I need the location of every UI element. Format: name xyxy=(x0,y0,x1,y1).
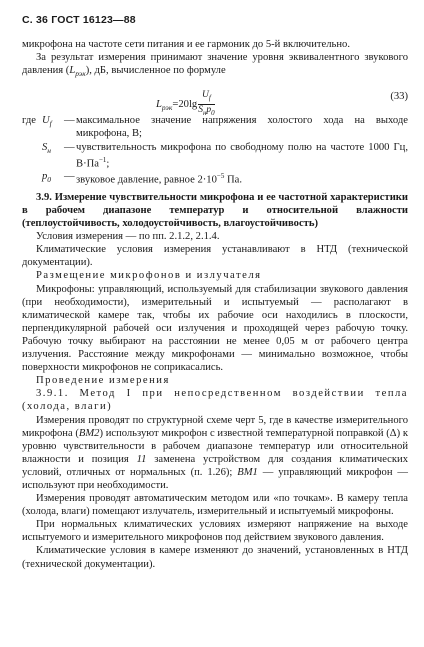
spacer xyxy=(22,170,42,187)
formula-lhs: L xyxy=(156,99,162,111)
p0-sup: −5 xyxy=(216,172,225,181)
denominator-p: p xyxy=(206,105,212,116)
p0-var: p xyxy=(42,171,48,183)
formula-numerator xyxy=(198,90,214,105)
sn-text: чувствительность микрофона по свободному полю на частоте 1000 Гц, В·Па xyxy=(76,141,408,170)
definition-uf-text: максимальное значение напряжения холостого хода на выходе микрофона, В; xyxy=(76,115,408,140)
method-paragraph-4: Климатические условия в камере изменяют до значений, установленных в НТД (технической документации). xyxy=(22,545,408,570)
definition-uf xyxy=(22,114,408,140)
measurement-conditions: Условия измерения — по пп. 2.1.2, 2.1.4. xyxy=(36,231,220,243)
lp-subscript: рэк xyxy=(75,69,86,79)
method-3-9-1-heading: 3.9.1. Метод I при непосредственном воздействии тепла (холода, влаги) xyxy=(22,388,408,413)
dash: — xyxy=(64,141,75,153)
lp-variable: L xyxy=(69,65,76,77)
sn-var: S xyxy=(42,141,48,153)
formula-number: (33) xyxy=(390,91,408,103)
formula-denominator xyxy=(198,105,214,119)
page-header: С. 36 ГОСТ 16123—88 xyxy=(22,14,136,26)
uf-sub: f xyxy=(49,119,52,129)
dash: — xyxy=(64,115,75,127)
denominator-sub2: 0 xyxy=(211,109,215,118)
sn-sub: н xyxy=(47,145,52,155)
paragraph-result-text-b: ), дБ, вычисленное по формуле xyxy=(85,65,226,77)
p0-end: Па. xyxy=(224,174,242,186)
m1-c: заменена устройством для создания климатических условий, отличных от нормальных (п. 1.26); xyxy=(22,453,408,478)
formula-fraction xyxy=(198,90,214,119)
p0-text: звуковое давление, равное 2·10 xyxy=(76,174,217,186)
formula-expression xyxy=(156,90,215,119)
formula-lhs-sub: рэк xyxy=(161,103,173,113)
definition-sn xyxy=(22,141,408,171)
spacer xyxy=(22,141,42,171)
sn-end: ; xyxy=(106,158,110,170)
definition-sn-symbol xyxy=(42,141,64,171)
placement-paragraph: Микрофоны: управляющий, используемый для стабилизации звукового давления (при необходимости), измерительный и испытуемый — располагают в климатической камере так, чтобы их рабочие оси находились в плоскости, перпендикулярной рабочей оси излучения и проходящей через рабочую точку. Рабочую точку выбирают на расстоянии не менее 0,05 м от рабочего центра излучения. Расстояние между микрофонами — минимально возможное, чтобы поверхности микрофонов не соприкасались. xyxy=(22,283,408,374)
document-body xyxy=(22,38,408,571)
formula-33 xyxy=(22,82,408,118)
section-3-9-heading: 3.9. Измерение чувствительности микрофона и ее частотной характеристики в рабочем диапазоне температур и относительной влажности (теплоустойчивость, холодоустойчивость, влагоустойчивость) xyxy=(22,191,408,230)
denominator-sub1: н xyxy=(202,109,207,118)
measurement-heading: Проведение измерения xyxy=(36,375,170,387)
method-paragraph-3: При нормальных климатических условиях измеряют напряжение на выходе испытуемого и измерительного микрофонов под действием звукового давления. xyxy=(22,519,408,544)
method-paragraph-1 xyxy=(22,414,408,493)
denominator-var: S xyxy=(198,105,203,116)
climate-conditions: Климатические условия измерения устанавливают в НТД (технической документации). xyxy=(22,244,408,269)
m1-pos11: 11 xyxy=(136,453,147,465)
definition-sn-text xyxy=(76,141,408,171)
uf-var: U xyxy=(42,115,50,127)
numerator-var: U xyxy=(202,90,209,101)
m1-bm2: ВМ2 xyxy=(78,427,100,439)
p0-sub: 0 xyxy=(47,175,52,185)
numerator-sub: f xyxy=(208,94,211,103)
dash: — xyxy=(64,171,75,183)
definition-p0-symbol xyxy=(42,170,64,187)
sn-sup: −1 xyxy=(98,155,107,164)
m1-d: — управляющий микрофон — используют при необходимости. xyxy=(22,466,409,491)
m1-bm1: ВМ1 xyxy=(237,466,258,478)
formula-definitions xyxy=(22,114,408,187)
method-paragraph-2: Измерения проводят автоматическим методом или «по точкам». В камеру тепла (холода, влаги) помещают излучатель, измерительный и испытуемый микрофоны. xyxy=(22,493,408,518)
definition-uf-symbol xyxy=(42,114,64,140)
where-word: где xyxy=(22,115,36,127)
formula-log: =20lg xyxy=(172,99,198,111)
m1-a: Измерения проводят по структурной схеме черт 5, где в качестве измерительного микрофона ( xyxy=(22,414,408,439)
paragraph-result xyxy=(22,51,408,80)
m1-b: ) используют микрофон с известной температурной поправкой (Δ) к уровню чувствительности в рабочем диапазоне температур или относительной влажности и позиция xyxy=(22,427,408,465)
definition-p0 xyxy=(22,170,408,187)
paragraph-harmonics: микрофона на частоте сети питания и ее гармоник до 5-й включительно. xyxy=(22,39,350,50)
paragraph-result-text-a: За результат измерения принимают значение уровня эквивалентного звукового давления ( xyxy=(22,52,408,77)
placement-heading: Размещение микрофонов и излучателя xyxy=(36,270,262,282)
definition-p0-text xyxy=(76,170,408,187)
